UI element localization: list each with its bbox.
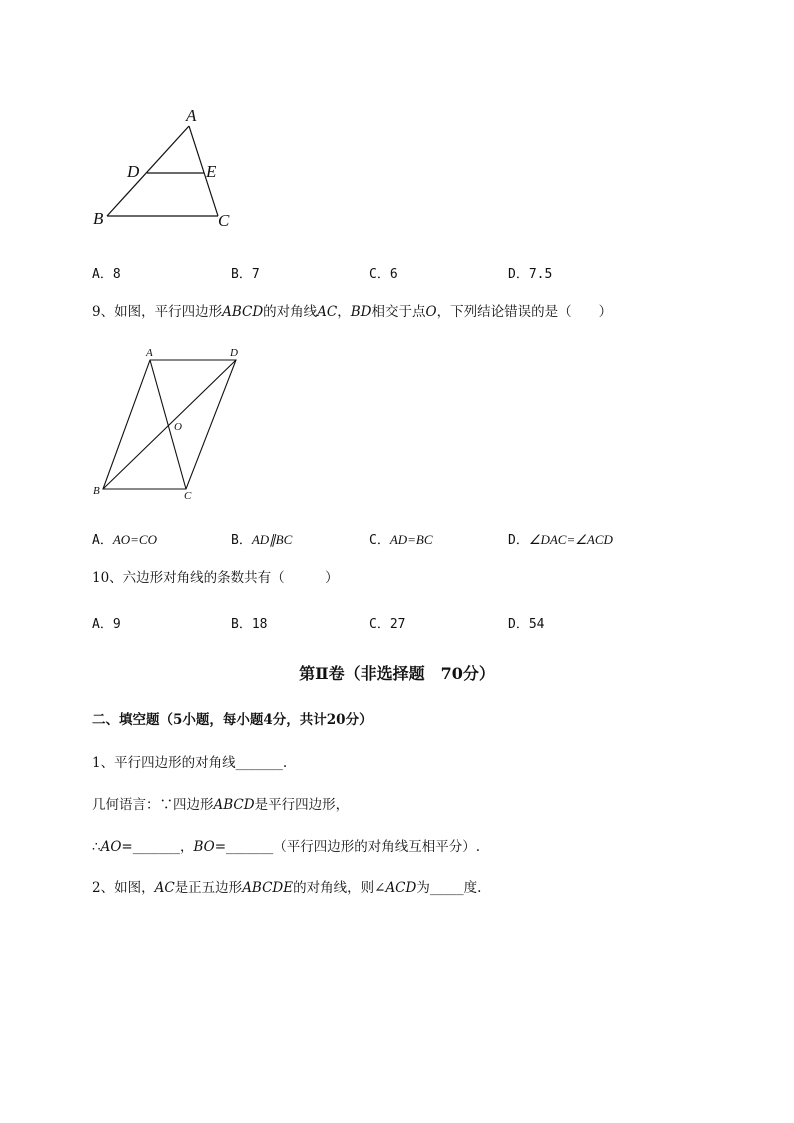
label-e: E <box>206 162 217 181</box>
q8-option-b: B．7 <box>231 267 260 282</box>
fill2-line <box>92 879 481 897</box>
fill2-text: ACD <box>385 880 417 896</box>
fill2-text: AC <box>154 880 175 896</box>
fill1-text: AO <box>100 839 122 855</box>
q10-option-b: B．18 <box>231 617 268 632</box>
q10-option-c: C．27 <box>369 617 406 632</box>
option-prefix: A． <box>92 533 113 548</box>
section2-heading: 二、填空题（5小题，每小题4分，共计20分） <box>92 712 373 728</box>
fill1-text: 是平行四边形， <box>254 797 350 813</box>
parallelogram-figure <box>85 342 255 504</box>
option-text: AD=BC <box>389 532 433 547</box>
fill2-text: 是正五边形 <box>174 880 243 896</box>
q8-option-c: C．6 <box>369 267 398 282</box>
fill1-line1: 1、平行四边形的对角线_______. <box>92 755 288 771</box>
label-c: C <box>184 490 192 502</box>
q10-option-d: D．54 <box>508 617 545 632</box>
q9-option-c <box>369 529 433 548</box>
q9-option-d <box>508 529 613 548</box>
q8-option-a: A．8 <box>92 267 121 282</box>
triangle-figure <box>85 100 255 240</box>
q9-stem-part: 9、如图，平行四边形 <box>92 304 223 320</box>
fill2-text: 2、如图， <box>92 880 155 896</box>
label-b: B <box>93 485 100 497</box>
fill1-text: 几何语言：∵四边形 <box>92 797 214 813</box>
label-b: B <box>93 209 104 228</box>
option-prefix: B． <box>231 533 252 548</box>
fill1-text: BO <box>193 839 215 855</box>
fill2-text: 为_____度. <box>416 880 482 896</box>
fill2-text: 的对角线，则∠ <box>293 880 386 896</box>
fill1-line2 <box>92 796 349 814</box>
q9-stem-part: ， <box>337 304 351 320</box>
fill1-line3 <box>92 838 480 856</box>
fill1-text: ABCD <box>213 797 255 813</box>
q9-stem-part: BD <box>350 304 372 320</box>
label-o: O <box>174 421 182 433</box>
q9-stem-part: ，下列结论错误的是（ ） <box>436 304 613 320</box>
fill1-text: =_______（平行四边形的对角线互相平分）. <box>214 839 481 855</box>
q8-option-d: D．7.5 <box>508 267 553 282</box>
q9-stem-part: O <box>425 304 437 320</box>
fill1-text: ∴ <box>92 839 101 855</box>
option-text: AO=CO <box>112 532 157 547</box>
q9-option-a <box>92 529 157 548</box>
option-prefix: D． <box>508 533 529 548</box>
segment-ab <box>107 126 189 216</box>
option-prefix: C． <box>369 533 390 548</box>
q9-stem-part: 的对角线 <box>263 304 318 320</box>
option-text: AD∥BC <box>251 532 293 547</box>
q9-stem-part: ABCD <box>222 304 264 320</box>
label-d: D <box>127 162 140 181</box>
label-d: D <box>230 347 238 359</box>
q10-option-a: A．9 <box>92 617 121 632</box>
part2-title: 第Ⅱ卷（非选择题 70分） <box>299 664 495 683</box>
label-c: C <box>218 211 230 230</box>
q9-stem-part: 相交于点 <box>371 304 426 320</box>
q9-stem <box>92 303 612 321</box>
fill2-text: ABCDE <box>242 880 294 896</box>
q10-stem: 10、六边形对角线的条数共有（ ） <box>92 570 339 586</box>
option-text: ∠DAC=∠ACD <box>528 532 613 547</box>
fill1-text: =_______， <box>121 839 194 855</box>
label-a: A <box>146 347 153 359</box>
diagonal-bd <box>103 360 236 489</box>
q9-option-b <box>231 529 292 548</box>
label-a: A <box>186 106 197 125</box>
q9-stem-part: AC <box>317 304 338 320</box>
